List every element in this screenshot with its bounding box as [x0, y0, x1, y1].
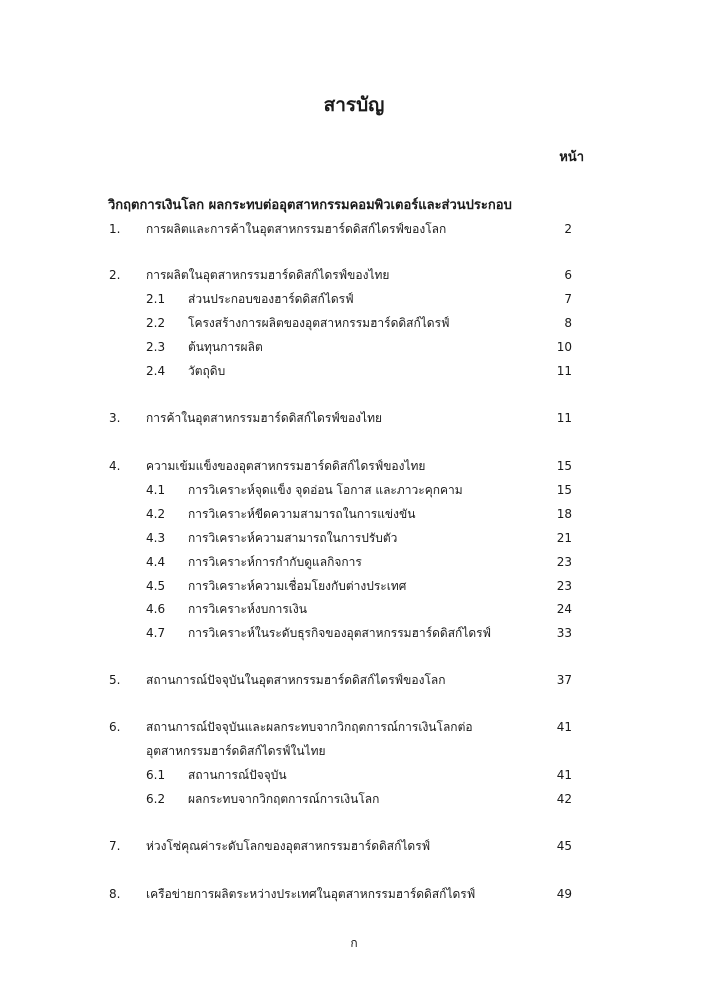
- entry-page: 42: [556, 792, 572, 806]
- toc-entry-6-1: [0, 765, 708, 785]
- entry-page: 37: [556, 673, 572, 687]
- toc-entry-3: [0, 408, 708, 428]
- entry-title: สถานการณ์ปัจจุบันในอุตสาหกรรมฮาร์ดดิสก์ไดรฟ์ของโลก: [146, 673, 446, 687]
- entry-number: 5.: [109, 673, 121, 687]
- entry-title: อุตสาหกรรมฮาร์ดดิสก์ไดรฟ์ในไทย: [146, 744, 326, 758]
- entry-title: เครือข่ายการผลิตระหว่างประเทศในอุตสาหกรรมฮาร์ดดิสก์ไดรฟ์: [146, 887, 476, 901]
- entry-title: การวิเคราะห์ขีดความสามารถในการแข่งขัน: [188, 507, 416, 521]
- entry-page: 45: [556, 839, 572, 853]
- entry-title: การวิเคราะห์ในระดับธุรกิจของอุตสาหกรรมฮาร์ดดิสก์ไดรฟ์: [188, 626, 492, 640]
- entry-number: 8.: [109, 887, 121, 901]
- toc-entry-2-4: [0, 361, 708, 381]
- entry-title: การวิเคราะห์ความเชื่อมโยงกับต่างประเทศ: [188, 579, 407, 593]
- entry-number: 2.3: [146, 340, 166, 354]
- entry-title: การวิเคราะห์ความสามารถในการปรับตัว: [188, 531, 398, 545]
- toc-entry-6-continuation: [0, 741, 708, 761]
- entry-page: 24: [556, 602, 572, 616]
- entry-title: ต้นทุนการผลิต: [188, 340, 263, 354]
- entry-title: สถานการณ์ปัจจุบันและผลกระทบจากวิกฤตการณ์การเงินโลกต่อ: [146, 720, 473, 734]
- entry-title: การวิเคราะห์การกำกับดูแลกิจการ: [188, 555, 362, 569]
- entry-title: ผลกระทบจากวิกฤตการณ์การเงินโลก: [188, 792, 380, 806]
- toc-entry-2: [0, 265, 708, 285]
- entry-title: การผลิตและการค้าในอุตสาหกรรมฮาร์ดดิสก์ไดรฟ์ของโลก: [146, 222, 447, 236]
- entry-page: 15: [556, 483, 572, 497]
- entry-number: 2.1: [146, 292, 166, 306]
- entry-page: 41: [556, 768, 572, 782]
- entry-page: 10: [556, 340, 572, 354]
- entry-title: การผลิตในอุตสาหกรรมฮาร์ดดิสก์ไดรฟ์ของไทย: [146, 268, 390, 282]
- entry-page: 15: [556, 459, 572, 473]
- toc-entry-4-4: [0, 552, 708, 572]
- toc-entry-4-2: [0, 504, 708, 524]
- entry-number: 6.1: [146, 768, 166, 782]
- entry-title: ห่วงโซ่คุณค่าระดับโลกของอุตสาหกรรมฮาร์ดดิสก์ไดรฟ์: [146, 839, 431, 853]
- entry-number: 4.3: [146, 531, 166, 545]
- entry-number: 1.: [109, 222, 121, 236]
- toc-entry-7: [0, 836, 708, 856]
- entry-number: 4.2: [146, 507, 166, 521]
- entry-page: 8: [564, 316, 572, 330]
- toc-entry-4: [0, 456, 708, 476]
- toc-entry-2-2: [0, 313, 708, 333]
- toc-entry-4-7: [0, 623, 708, 643]
- page-title: สารบัญ: [323, 94, 385, 116]
- toc-entry-2-1: [0, 289, 708, 309]
- entry-number: 4.5: [146, 579, 166, 593]
- entry-number: 7.: [109, 839, 121, 853]
- entry-number: 3.: [109, 411, 121, 425]
- toc-entry-8: [0, 884, 708, 904]
- toc-entry-4-1: [0, 480, 708, 500]
- entry-title: ความเข้มแข็งของอุตสาหกรรมฮาร์ดดิสก์ไดรฟ์ของไทย: [146, 459, 426, 473]
- entry-title: วัตถุดิบ: [188, 364, 226, 378]
- entry-page: 2: [564, 222, 572, 236]
- entry-title: โครงสร้างการผลิตของอุตสาหกรรมฮาร์ดดิสก์ไดรฟ์: [188, 316, 450, 330]
- toc-entry-4-5: [0, 576, 708, 596]
- entry-page: 33: [556, 626, 572, 640]
- entry-page: 11: [556, 411, 572, 425]
- page-column-header: หน้า: [559, 150, 584, 165]
- entry-number: 2.2: [146, 316, 166, 330]
- entry-page: 18: [556, 507, 572, 521]
- entry-page: 41: [556, 720, 572, 734]
- entry-number: 4.6: [146, 602, 166, 616]
- toc-entry-5: [0, 670, 708, 690]
- entry-page: 23: [556, 579, 572, 593]
- entry-page: 6: [564, 268, 572, 282]
- entry-title: การค้าในอุตสาหกรรมฮาร์ดดิสก์ไดรฟ์ของไทย: [146, 411, 383, 425]
- entry-page: 11: [556, 364, 572, 378]
- entry-number: 4.7: [146, 626, 166, 640]
- toc-entry-6-2: [0, 789, 708, 809]
- toc-entry-6: [0, 717, 708, 737]
- entry-number: 6.: [109, 720, 121, 734]
- entry-page: 7: [564, 292, 572, 306]
- entry-title: ส่วนประกอบของฮาร์ดดิสก์ไดรฟ์: [188, 292, 354, 306]
- entry-title: การวิเคราะห์จุดแข็ง จุดอ่อน โอกาส และภาวะคุกคาม: [188, 483, 463, 497]
- entry-number: 6.2: [146, 792, 166, 806]
- entry-number: 2.4: [146, 364, 166, 378]
- toc-entry-4-3: [0, 528, 708, 548]
- toc-entry-2-3: [0, 337, 708, 357]
- page-number-footer: ก: [350, 936, 358, 950]
- entry-title: การวิเคราะห์งบการเงิน: [188, 602, 307, 616]
- entry-number: 4.: [109, 459, 121, 473]
- entry-number: 4.4: [146, 555, 166, 569]
- entry-page: 23: [556, 555, 572, 569]
- entry-number: 4.1: [146, 483, 166, 497]
- entry-number: 2.: [109, 268, 121, 282]
- entry-page: 49: [556, 887, 572, 901]
- toc-entry-1: [0, 219, 708, 239]
- entry-title: สถานการณ์ปัจจุบัน: [188, 768, 287, 782]
- toc-entry-4-6: [0, 599, 708, 619]
- section-heading: วิกฤตการเงินโลก ผลกระทบต่ออุตสาหกรรมคอมพิวเตอร์และส่วนประกอบ: [108, 198, 512, 213]
- entry-page: 21: [556, 531, 572, 545]
